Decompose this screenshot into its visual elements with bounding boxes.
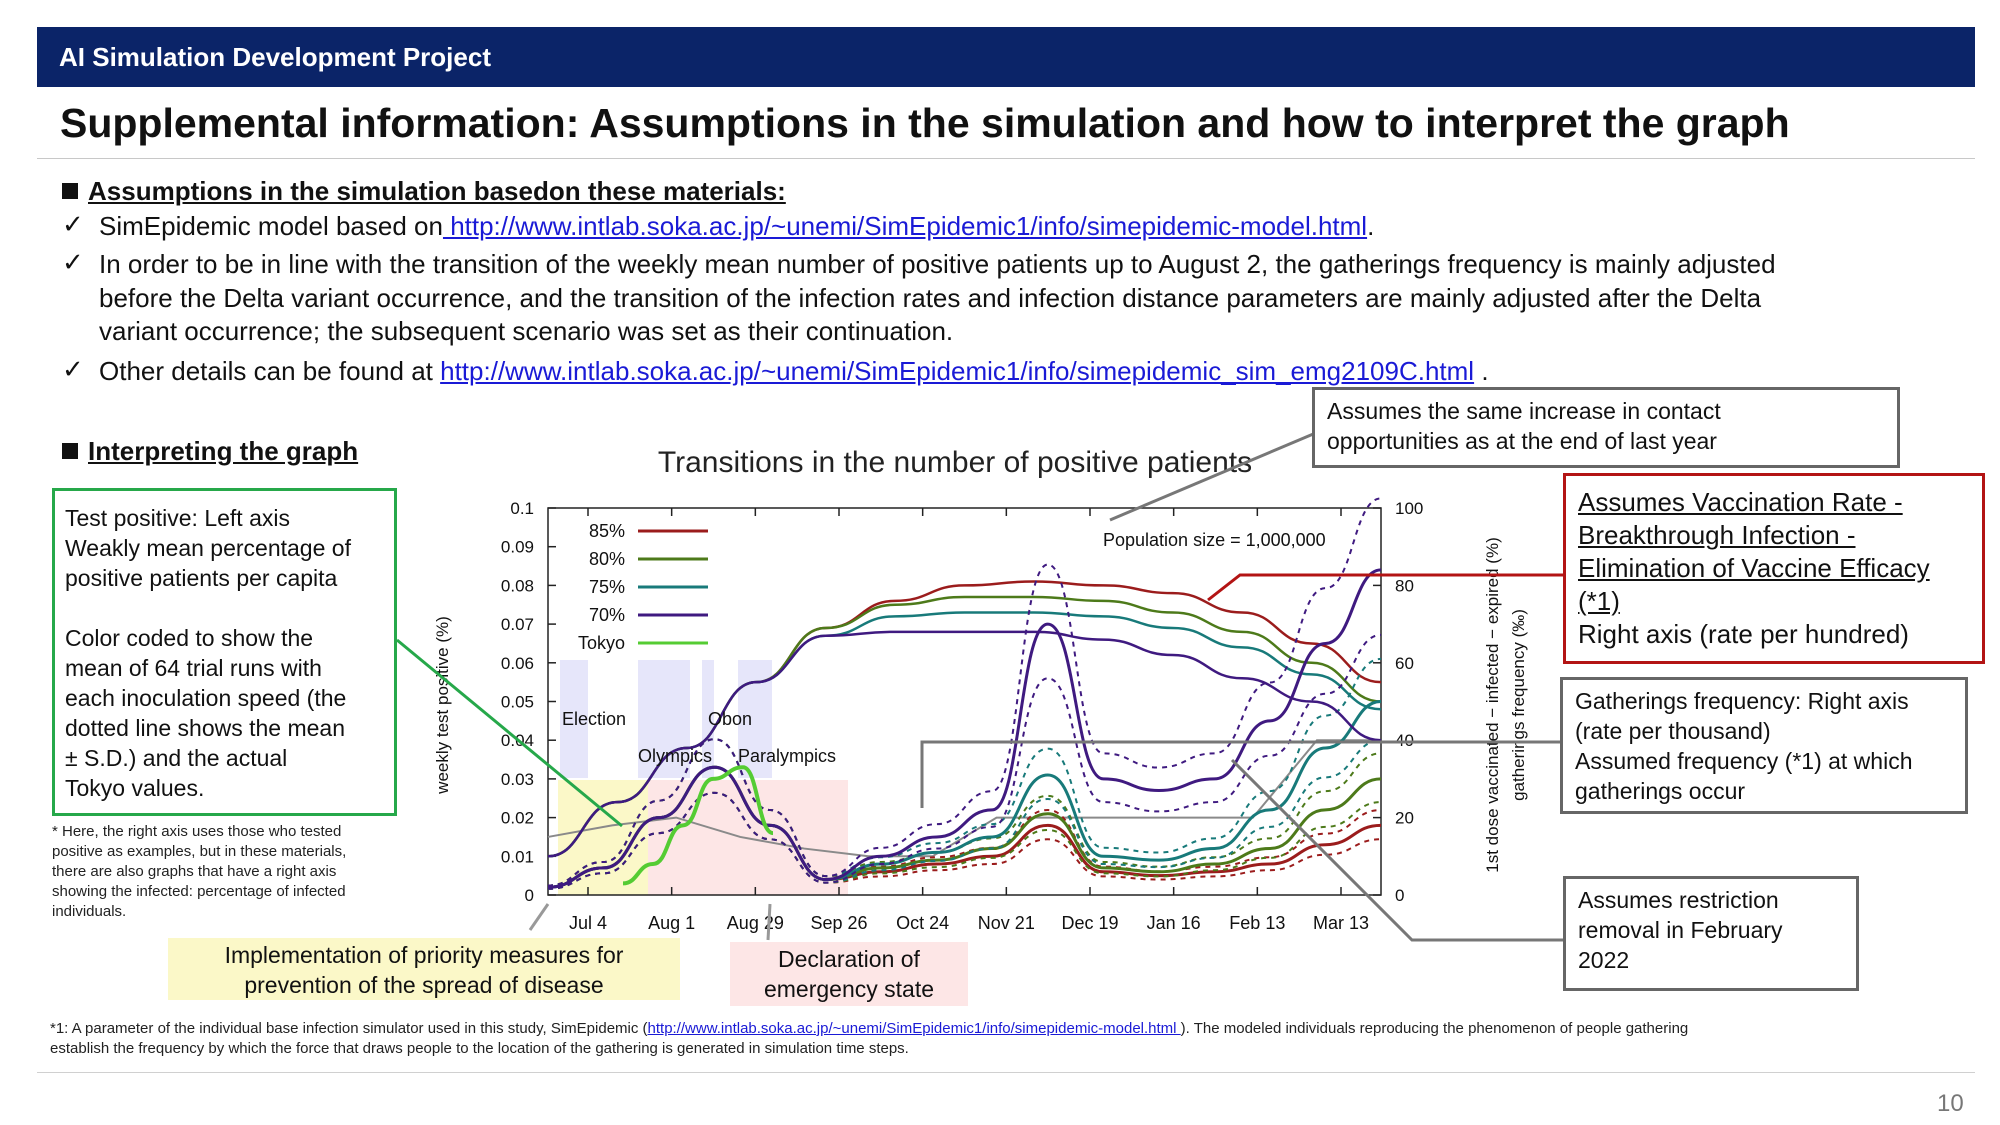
left-tick-label: 0.01 — [500, 847, 534, 867]
event-label-olympics: Olympics — [638, 746, 713, 766]
footnote-suffix: ). The modeled individuals reproducing the phenomenon of people gathering — [1180, 1020, 1689, 1037]
callout-line: 2022 — [1578, 947, 1630, 973]
right-tick-label: 40 — [1395, 731, 1414, 751]
footnote-line-2: establish the frequency by which the force that draws people to the location of the gathering is generated in simulation time steps. — [50, 1040, 909, 1057]
legend-label: 85% — [588, 521, 625, 541]
callout-line: Test positive: Left axis — [65, 505, 290, 531]
assumption-3-text: Other details can be found at — [99, 356, 441, 386]
red-connector — [1208, 575, 1563, 600]
left-axis-label: weekly test positive (%) — [433, 616, 452, 794]
label-line: Implementation of priority measures for — [224, 942, 624, 968]
interpreting-heading-text: Interpreting the graph — [88, 436, 359, 466]
left-tick-label: 0.1 — [510, 499, 534, 518]
callout-line: (*1) — [1578, 586, 1620, 616]
banner-title: AI Simulation Development Project — [59, 42, 491, 72]
left-tick-label: 0.07 — [500, 615, 534, 635]
vaccination-rate-callout — [1563, 473, 1985, 664]
pink-connector — [768, 904, 770, 940]
x-tick-label: Feb 13 — [1229, 913, 1286, 933]
x-tick-label: Aug 1 — [648, 913, 696, 933]
callout-line: dotted line shows the mean — [65, 715, 346, 741]
chart-title: Transitions in the number of positive patients — [657, 446, 1253, 479]
note-line: individuals. — [52, 903, 127, 920]
checkmark-icon: ✓ — [62, 354, 84, 384]
note-line: there are also graphs that have a right axis — [52, 863, 337, 880]
left-tick-label: 0 — [524, 886, 534, 905]
population-annotation: Population size = 1,000,000 — [1103, 530, 1326, 550]
legend-label: 70% — [588, 605, 625, 625]
callout-line: Right axis (rate per hundred) — [1578, 619, 1909, 649]
callout-line: (rate per thousand) — [1575, 718, 1771, 744]
footer-divider — [37, 1072, 1975, 1073]
assumption-2-line-3: variant occurrence; the subsequent scenario was set as their continuation. — [99, 316, 954, 346]
left-tick-label: 0.08 — [500, 576, 534, 596]
footnote-line-1 — [50, 1019, 1950, 1039]
left-tick-label: 0.09 — [500, 537, 534, 557]
left-tick-label: 0.03 — [500, 769, 534, 789]
callout-line: Assumed frequency (*1) at which — [1575, 748, 1913, 774]
emergency-state-label — [730, 942, 968, 1006]
left-tick-label: 0.04 — [500, 731, 534, 751]
assumption-2-line-2: before the Delta variant occurrence, and the transition of the infection rates and infection distance parameters are mainly adjusted after the Delta — [99, 283, 1762, 313]
right-tick-label: 60 — [1395, 653, 1414, 673]
checkmark-icon: ✓ — [62, 247, 84, 277]
footnote-model-link[interactable]: http://www.intlab.soka.ac.jp/~unemi/SimEpidemic1/info/simepidemic-model.html — [647, 1020, 1181, 1037]
footnote-text: *1: A parameter of the individual base infection simulator used in this study, SimEpidemic ( — [50, 1020, 648, 1037]
x-tick-label: Jul 4 — [568, 913, 608, 933]
legend-label: Tokyo — [577, 633, 625, 653]
callout-line: Gatherings frequency: Right axis — [1575, 688, 1909, 714]
event-label-obon: Obon — [708, 709, 753, 729]
right-tick-label: 80 — [1395, 576, 1414, 596]
label-line: emergency state — [763, 976, 935, 1002]
gatherings-frequency-callout — [1560, 677, 1968, 814]
event-label-paralympics: Paralympics — [738, 746, 837, 766]
contact-opportunities-callout — [1312, 387, 1900, 468]
callout-line: removal in February — [1578, 917, 1783, 943]
left-tick-label: 0.05 — [500, 692, 534, 712]
x-tick-label: Sep 26 — [810, 913, 868, 933]
callout-line: Assumes Vaccination Rate - — [1578, 487, 1903, 517]
right-axis-label-gatherings: gatherings frequency (‰) — [1509, 609, 1528, 801]
assumption-3-suffix: . — [1474, 356, 1489, 386]
callout-line: Breakthrough Infection - — [1578, 520, 1856, 550]
callout-line: Weakly mean percentage of — [65, 535, 351, 561]
callout-line: Color coded to show the — [65, 625, 314, 651]
event-label-election: Election — [562, 709, 627, 729]
callout-line: opportunities as at the end of last year — [1327, 428, 1717, 454]
callout-line: Tokyo values. — [65, 775, 205, 801]
restriction-removal-callout — [1563, 876, 1859, 991]
right-tick-label: 100 — [1395, 499, 1424, 518]
x-tick-label: Nov 21 — [977, 913, 1035, 933]
assumption-1-text: SimEpidemic model based on — [99, 211, 443, 241]
callout-line: mean of 64 trial runs with — [65, 655, 322, 681]
callout-line: each inoculation speed (the — [65, 685, 347, 711]
label-line: prevention of the spread of disease — [244, 972, 604, 998]
left-tick-label: 0.06 — [500, 653, 534, 673]
yellow-connector — [530, 904, 548, 930]
label-line: Declaration of — [778, 946, 920, 972]
assumptions-heading-text: Assumptions in the simulation basedon these materials: — [88, 176, 786, 206]
priority-measures-label — [168, 938, 680, 1000]
callout-line: Elimination of Vaccine Efficacy — [1578, 553, 1930, 583]
left-tick-label: 0.02 — [500, 808, 534, 828]
callout-line: positive patients per capita — [65, 565, 338, 591]
x-tick-label: Dec 19 — [1061, 913, 1119, 933]
right-tick-label: 0 — [1395, 886, 1405, 905]
right-tick-label: 20 — [1395, 808, 1414, 828]
legend-label: 80% — [588, 549, 625, 569]
callout-line: Assumes restriction — [1578, 887, 1779, 913]
note-line: * Here, the right axis uses those who tested — [52, 823, 342, 840]
assumption-1-suffix: . — [1367, 211, 1375, 241]
x-tick-label: Oct 24 — [896, 913, 950, 933]
right-axis-label-vaccinated: 1st dose vaccinated − infected − expired (%) — [1483, 537, 1502, 873]
checkmark-icon: ✓ — [62, 209, 84, 239]
simepidemic-model-link[interactable]: http://www.intlab.soka.ac.jp/~unemi/SimEpidemic1/info/simepidemic-model.html — [442, 211, 1368, 241]
x-tick-label: Mar 13 — [1312, 913, 1370, 933]
x-tick-label: Jan 16 — [1146, 913, 1201, 933]
footnote — [50, 1019, 1950, 1059]
callout-line: gatherings occur — [1575, 778, 1746, 804]
page-number: 10 — [1937, 1090, 1964, 1117]
note-line: showing the infected: percentage of infected — [52, 883, 346, 900]
simulation-details-link[interactable]: http://www.intlab.soka.ac.jp/~unemi/SimEpidemic1/info/simepidemic_sim_emg2109C.html — [440, 356, 1475, 386]
x-tick-label: Aug 29 — [726, 913, 784, 933]
callout-line: ± S.D.) and the actual — [65, 745, 288, 771]
note-line: positive as examples, but in these materials, — [52, 843, 347, 860]
page-title: Supplemental information: Assumptions in the simulation and how to interpret the graph — [60, 100, 1790, 146]
callout-line: Assumes the same increase in contact — [1327, 398, 1721, 424]
legend-label: 75% — [588, 577, 625, 597]
assumption-2-line-1: In order to be in line with the transition of the weekly mean number of positive patients up to August 2, the gatherings frequency is mainly adjusted — [99, 249, 1776, 279]
